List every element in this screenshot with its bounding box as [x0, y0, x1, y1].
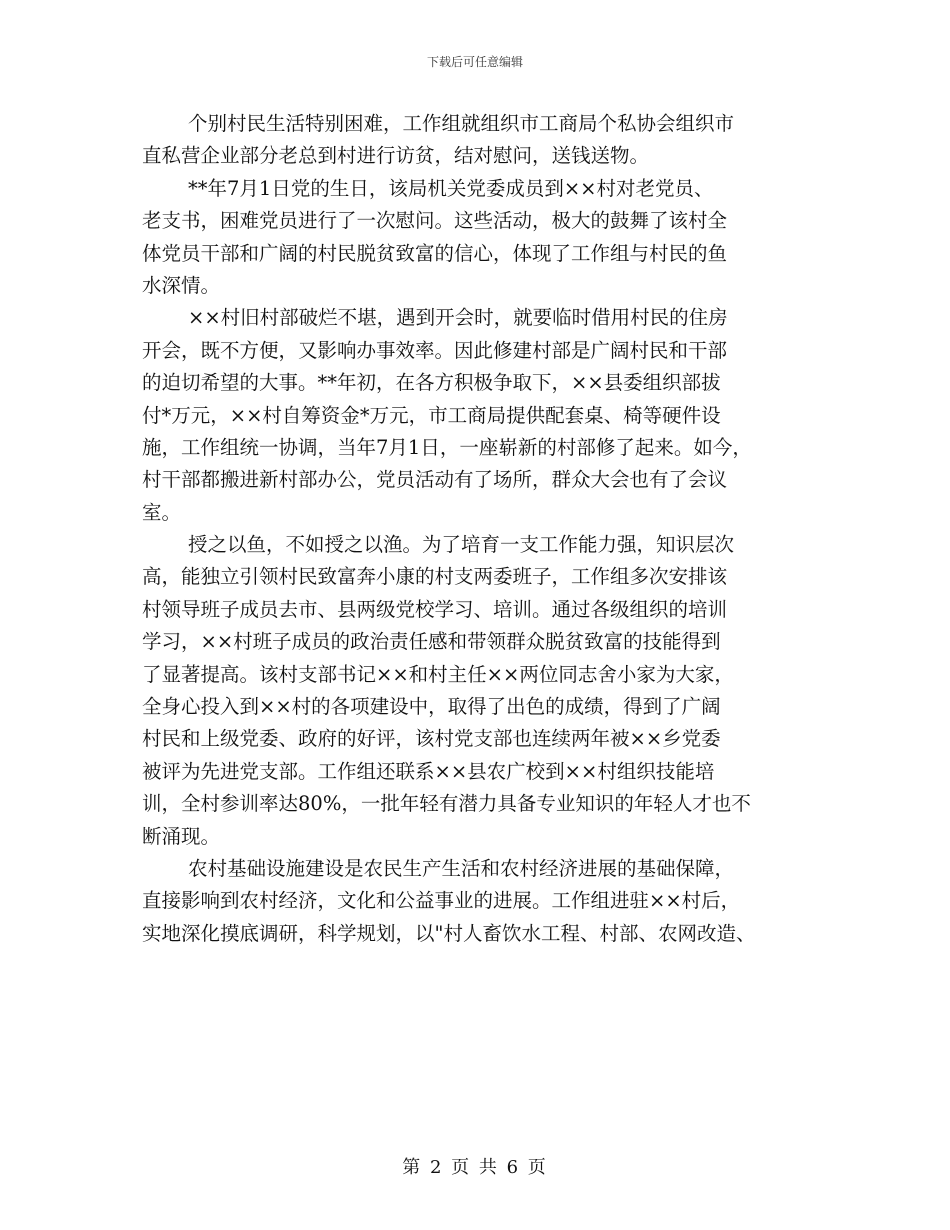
- text-line: 实地深化摸底调研，科学规划，以"村人畜饮水工程、村部、农网改造、: [142, 921, 756, 945]
- paragraph-3: [142, 302, 827, 529]
- paragraph-2: [142, 173, 827, 303]
- text-line: 直接影响到农村经济，文化和公益事业的进展。工作组进驻××村后，: [142, 889, 741, 913]
- text-line: 老支书，困难党员进行了一次慰问。这些活动，极大的鼓舞了该村全: [142, 209, 728, 233]
- text-line: 村干部都搬进新村部办公，党员活动有了场所，群众大会也有了会议: [142, 468, 728, 492]
- text-line: 全身心投入到××村的各项建设中，取得了出色的成绩，得到了广阔: [142, 695, 721, 719]
- text-line: ××村旧村部破烂不堪，遇到开会时，就要临时借用村民的住房: [188, 306, 728, 330]
- text-line: 付*万元，××村自筹资金*万元，市工商局提供配套桌、椅等硬件设: [142, 403, 721, 427]
- text-line: 了显著提高。该村支部书记××和村主任××两位同志舍小家为大家，: [142, 662, 734, 686]
- text-line: 高，能独立引领村民致富奔小康的村支两委班子，工作组多次安排该: [142, 565, 728, 589]
- text-line: 训，全村参训率达80%，一批年轻有潜力具备专业知识的年轻人才也不: [142, 792, 751, 816]
- text-line: 学习，××村班子成员的政治责任感和带领群众脱贫致富的技能得到: [142, 630, 721, 654]
- paragraph-1: [142, 108, 827, 173]
- text-line: 村民和上级党委、政府的好评，该村党支部也连续两年被××乡党委: [142, 727, 721, 751]
- text-line: 的迫切希望的大事。**年初，在各方积极争取下，××县委组织部拔: [142, 371, 721, 395]
- text-line: 村领导班子成员去市、县两级党校学习、培训。通过各级组织的培训: [142, 597, 728, 621]
- document-body: [142, 108, 827, 950]
- text-line: 室。: [142, 500, 182, 524]
- text-line: 体党员干部和广阔的村民脱贫致富的信心，体现了工作组与村民的鱼: [142, 241, 728, 265]
- text-line: 断涌现。: [142, 824, 221, 848]
- paragraph-4: [142, 529, 827, 853]
- text-line: 水深情。: [142, 273, 221, 297]
- text-line: 个别村民生活特别困难，工作组就组织市工商局个私协会组织市: [188, 112, 735, 135]
- text-line: 农村基础设施建设是农民生产生活和农村经济进展的基础保障，: [188, 856, 735, 880]
- text-line: 被评为先进党支部。工作组还联系××县农广校到××村组织技能培: [142, 759, 715, 783]
- text-line: 授之以鱼，不如授之以渔。为了培育一支工作能力强，知识层次: [188, 533, 735, 557]
- paragraph-5: [142, 853, 827, 950]
- text-line: 直私营企业部分老总到村进行访贫，结对慰问，送钱送物。: [142, 144, 650, 168]
- text-line: 开会，既不方便，又影响办事效率。因此修建村部是广阔村民和干部: [142, 338, 728, 362]
- text-line: 施，工作组统一协调，当年7月1日，一座崭新的村部修了起来。如今，: [142, 435, 752, 459]
- text-line: **年7月1日党的生日，该局机关党委成员到××村对老党员、: [188, 176, 714, 200]
- page-number-footer: 第 2 页 共 6 页: [402, 1157, 548, 1178]
- page-header: 下载后可任意编辑: [426, 55, 523, 69]
